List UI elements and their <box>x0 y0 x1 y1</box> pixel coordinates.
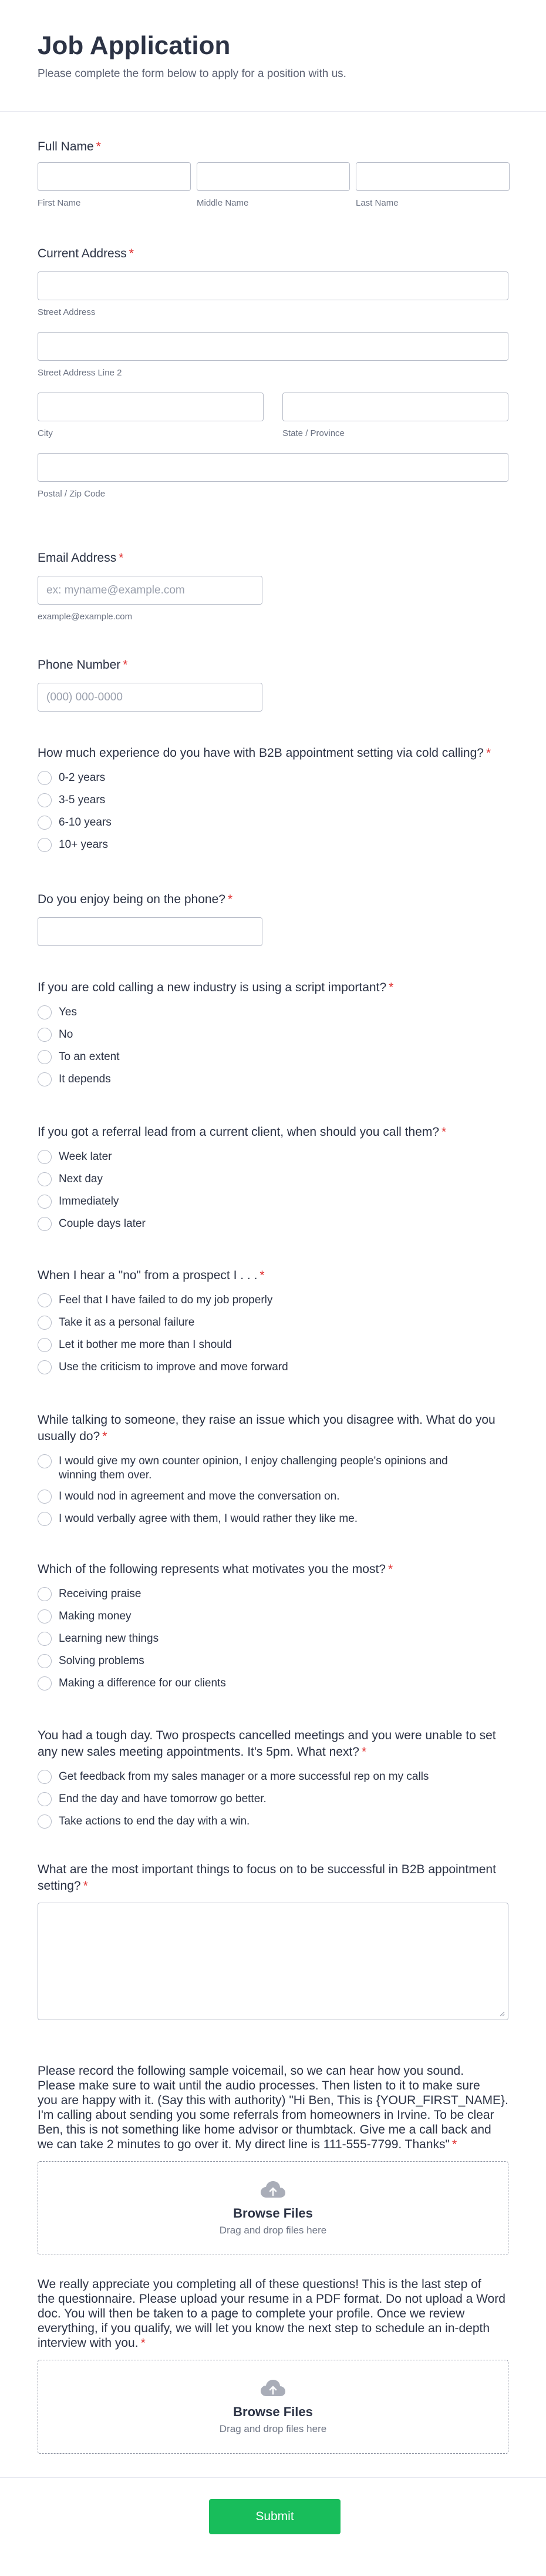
script-question <box>38 980 508 1095</box>
radio-button[interactable] <box>38 1150 52 1164</box>
tough-day-option[interactable]: End the day and have tomorrow go better. <box>38 1792 508 1814</box>
submit-button[interactable]: Submit <box>209 2499 341 2534</box>
script-label: If you are cold calling a new industry is using a script important? * <box>38 981 394 994</box>
motivates-option[interactable]: Making a difference for our clients <box>38 1676 508 1699</box>
street-address-input[interactable] <box>38 271 508 300</box>
address-field <box>38 246 508 499</box>
radio-button[interactable] <box>38 1338 52 1352</box>
important-things-textarea[interactable] <box>38 1903 508 2020</box>
radio-button[interactable] <box>38 793 52 807</box>
motivates-option[interactable]: Solving problems <box>38 1654 508 1676</box>
phone-field <box>38 657 508 712</box>
postal-code-input[interactable] <box>38 453 508 482</box>
email-label: Email Address * <box>38 551 124 565</box>
disagree-option[interactable]: I would give my own counter opinion, I enjoy challenging people's opinions and winning them over. <box>38 1454 508 1490</box>
form-footer <box>0 2477 546 2576</box>
hear-no-option[interactable]: Take it as a personal failure <box>38 1316 508 1338</box>
disagree-option[interactable]: I would verbally agree with them, I would rather they like me. <box>38 1512 508 1534</box>
full-name-field <box>38 139 508 209</box>
experience-option[interactable]: 3-5 years <box>38 793 508 816</box>
middle-name-input[interactable] <box>197 162 350 191</box>
enjoy-phone-label: Do you enjoy being on the phone? * <box>38 893 233 906</box>
motivates-label: Which of the following represents what motivates you the most? * <box>38 1562 393 1576</box>
phone-input[interactable] <box>38 683 262 712</box>
disagree-label: While talking to someone, they raise an issue which you disagree with. What do you usually do? * <box>38 1413 496 1443</box>
script-option[interactable]: Yes <box>38 1005 508 1028</box>
radio-button[interactable] <box>38 1632 52 1646</box>
radio-button[interactable] <box>38 1587 52 1601</box>
tough-day-option[interactable]: Take actions to end the day with a win. <box>38 1814 508 1837</box>
referral-label: If you got a referral lead from a current client, when should you call them? * <box>38 1125 447 1139</box>
experience-option[interactable]: 10+ years <box>38 838 508 860</box>
resize-grip-icon[interactable] <box>499 2011 505 2017</box>
script-option[interactable]: It depends <box>38 1072 508 1095</box>
drag-drop-hint: Drag and drop files here <box>219 2423 327 2434</box>
state-input[interactable] <box>282 393 508 421</box>
voicemail-upload-dropzone[interactable] <box>38 2161 508 2255</box>
city-sublabel: City <box>38 428 53 438</box>
radio-button[interactable] <box>38 1360 52 1374</box>
experience-question <box>38 745 508 860</box>
disagree-option[interactable]: I would nod in agreement and move the conversation on. <box>38 1490 508 1512</box>
email-sublabel: example@example.com <box>38 612 133 622</box>
voicemail-label: Please record the following sample voicemail, so we can hear how you sound. Please make sure to wait until the audio processes. Then listen to it to make sure you are happy with it. (Say this with authority) "Hi Ben, This is {YOUR_FIRST_NAME}. I'm calling about sending you some referrals from homeowners in Irvine. To be clear Ben, this is not something like home advisor or thumbtack. Give me a call back and we can take 2 minutes to go over it. My direct line is 111-555-7799. Thanks" * <box>38 2064 508 2151</box>
page-subtitle: Please complete the form below to apply for a position with us. <box>38 68 346 80</box>
hear-no-option[interactable]: Use the criticism to improve and move forward <box>38 1360 508 1383</box>
experience-label: How much experience do you have with B2B appointment setting via cold calling? * <box>38 746 491 760</box>
radio-button[interactable] <box>38 838 52 852</box>
radio-button[interactable] <box>38 1293 52 1307</box>
email-input[interactable] <box>38 576 262 605</box>
radio-button[interactable] <box>38 1316 52 1330</box>
radio-button[interactable] <box>38 1028 52 1042</box>
drag-drop-hint: Drag and drop files here <box>219 2225 327 2236</box>
radio-button[interactable] <box>38 1676 52 1690</box>
referral-option[interactable]: Immediately <box>38 1195 508 1217</box>
state-sublabel: State / Province <box>282 428 345 438</box>
radio-button[interactable] <box>38 1005 52 1019</box>
last-name-input[interactable] <box>356 162 510 191</box>
page-title: Job Application <box>38 31 231 60</box>
referral-option[interactable]: Couple days later <box>38 1217 508 1239</box>
radio-button[interactable] <box>38 1172 52 1186</box>
cloud-upload-icon <box>259 2379 287 2399</box>
motivates-question <box>38 1561 508 1699</box>
street-address-sublabel: Street Address <box>38 307 96 317</box>
radio-button[interactable] <box>38 1654 52 1668</box>
radio-button[interactable] <box>38 1512 52 1526</box>
script-option[interactable]: To an extent <box>38 1050 508 1072</box>
script-option[interactable]: No <box>38 1028 508 1050</box>
email-field <box>38 550 508 622</box>
referral-option[interactable]: Week later <box>38 1150 508 1172</box>
city-input[interactable] <box>38 393 264 421</box>
radio-button[interactable] <box>38 1050 52 1064</box>
resume-question <box>38 2277 508 2454</box>
cloud-upload-icon <box>259 2180 287 2200</box>
postal-code-sublabel: Postal / Zip Code <box>38 489 106 499</box>
form-header <box>0 0 546 112</box>
radio-button[interactable] <box>38 1490 52 1504</box>
enjoy-phone-question <box>38 891 508 946</box>
radio-button[interactable] <box>38 1770 52 1784</box>
browse-files-button[interactable]: Browse Files <box>233 2404 313 2419</box>
tough-day-option[interactable]: Get feedback from my sales manager or a more successful rep on my calls <box>38 1770 508 1792</box>
referral-question <box>38 1124 508 1239</box>
radio-button[interactable] <box>38 1072 52 1086</box>
tough-day-question <box>38 1728 508 1837</box>
voicemail-question <box>38 2064 508 2255</box>
motivates-option[interactable]: Making money <box>38 1609 508 1632</box>
street-address-2-input[interactable] <box>38 332 508 361</box>
motivates-option[interactable]: Receiving praise <box>38 1587 508 1609</box>
hear-no-question <box>38 1267 508 1383</box>
radio-button[interactable] <box>38 1217 52 1231</box>
referral-option[interactable]: Next day <box>38 1172 508 1195</box>
tough-day-label: You had a tough day. Two prospects cancelled meetings and you were unable to set any new sales meeting appointments. It's 5pm. What next? * <box>38 1729 496 1759</box>
important-things-question <box>38 1861 508 2020</box>
middle-name-sublabel: Middle Name <box>197 198 249 208</box>
hear-no-option[interactable]: Feel that I have failed to do my job properly <box>38 1293 508 1316</box>
last-name-sublabel: Last Name <box>356 198 399 208</box>
street-address-2-sublabel: Street Address Line 2 <box>38 368 122 378</box>
radio-button[interactable] <box>38 1454 52 1468</box>
radio-button[interactable] <box>38 1609 52 1624</box>
motivates-option[interactable]: Learning new things <box>38 1632 508 1654</box>
experience-option[interactable]: 6-10 years <box>38 816 508 838</box>
radio-button[interactable] <box>38 1195 52 1209</box>
resume-upload-dropzone[interactable] <box>38 2360 508 2454</box>
phone-label: Phone Number * <box>38 658 128 672</box>
enjoy-phone-input[interactable] <box>38 917 262 946</box>
first-name-input[interactable] <box>38 162 191 191</box>
address-label: Current Address * <box>38 247 134 260</box>
disagree-question <box>38 1412 508 1534</box>
radio-button[interactable] <box>38 1792 52 1806</box>
radio-button[interactable] <box>38 816 52 830</box>
important-things-label: What are the most important things to focus on to be successful in B2B appointment setting? * <box>38 1863 496 1893</box>
radio-button[interactable] <box>38 1814 52 1829</box>
experience-option[interactable]: 0-2 years <box>38 771 508 793</box>
first-name-sublabel: First Name <box>38 198 81 208</box>
full-name-label: Full Name * <box>38 140 101 153</box>
resume-label: We really appreciate you completing all of these questions! This is the last step of the questionnaire. Please upload your resume in a PDF format. Do not upload a Word doc. You will then be taken to a page to complete your profile. Once we review everything, if you qualify, we will let you know the next step to schedule an in-depth interview with you. * <box>38 2278 505 2350</box>
browse-files-button[interactable]: Browse Files <box>233 2206 313 2221</box>
radio-button[interactable] <box>38 771 52 785</box>
hear-no-option[interactable]: Let it bother me more than I should <box>38 1338 508 1360</box>
hear-no-label: When I hear a "no" from a prospect I . . . * <box>38 1269 265 1282</box>
